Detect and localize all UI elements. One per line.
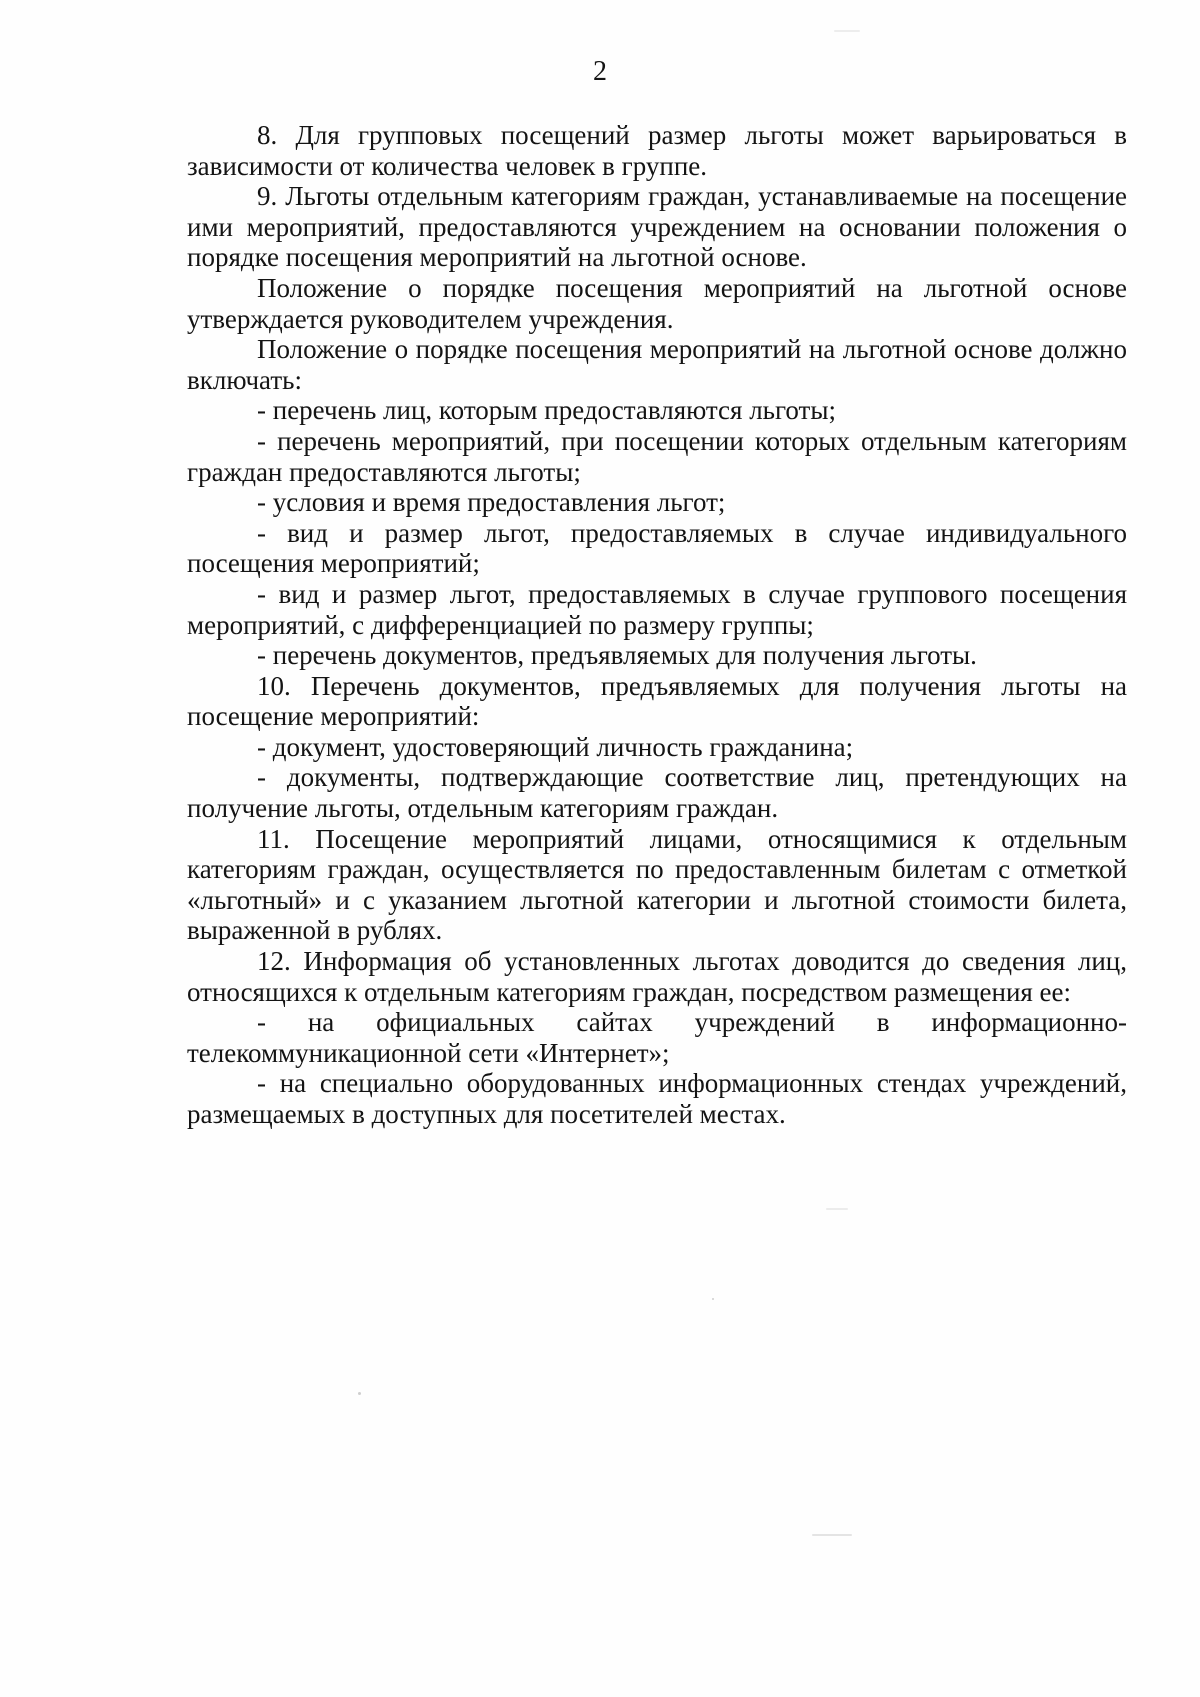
list-item: - вид и размер льгот, предоставляемых в случае группового посещения мероприятий, с дифференциацией по размеру группы; [187,578,1127,640]
list-item: - перечень документов, предъявляемых для получения льготы. [257,640,977,671]
paragraph-regulation-contents: Положение о порядке посещения мероприятий на льготной основе должно включать: [187,334,1127,395]
paragraph-regulation-approval: Положение о порядке посещения мероприятий на льготной основе утверждается руководителем учреждения. [187,272,1127,334]
scan-speck [812,1534,852,1536]
scan-speck [826,1208,848,1210]
paragraph-item-9: 9. Льготы отдельным категориям граждан, устанавливаемые на посещение ими мероприятий, предоставляются учреждением на основании положения о порядке посещения мероприятий на льготной основе. [187,181,1127,273]
list-item: - документ, удостоверяющий личность гражданина; [257,731,854,762]
paragraph-item-8: 8. Для групповых посещений размер льготы может варьироваться в зависимости от количества человек в группе. [187,120,1127,181]
list-item: - вид и размер льгот, предоставляемых в случае индивидуального посещения мероприятий; [187,517,1127,579]
scan-speck [834,30,860,32]
paragraph-item-10: 10. Перечень документов, предъявляемых для получения льготы на посещение мероприятий: [187,670,1127,732]
paragraph-item-11: 11. Посещение мероприятий лицами, относящимися к отдельным категориям граждан, осуществляется по предоставленным билетам с отметкой «льготный» и с указанием льготной категории и льготной стоимости билета, выраженной в рублях. [187,823,1127,946]
list-item: - на специально оборудованных информационных стендах учреждений, размещаемых в доступных для посетителей местах. [187,1068,1127,1129]
page-number: 2 [593,56,607,87]
list-item: - условия и время предоставления льгот; [257,487,726,518]
list-item: - на официальных сайтах учреждений в информационно-телекоммуникационной сети «Интернет»; [187,1007,1127,1068]
paragraph-item-12: 12. Информация об установленных льготах доводится до сведения лиц, относящихся к отдельным категориям граждан, посредством размещения ее: [187,946,1127,1007]
scan-speck [712,1298,714,1300]
list-item: - документы, подтверждающие соответствие лиц, претендующих на получение льготы, отдельным категориям граждан. [187,762,1127,824]
list-item: - перечень лиц, которым предоставляются льготы; [257,395,836,426]
document-body [187,120,1127,1130]
list-item: - перечень мероприятий, при посещении которых отдельным категориям граждан предоставляются льготы; [187,425,1127,487]
scan-speck [358,1392,361,1395]
